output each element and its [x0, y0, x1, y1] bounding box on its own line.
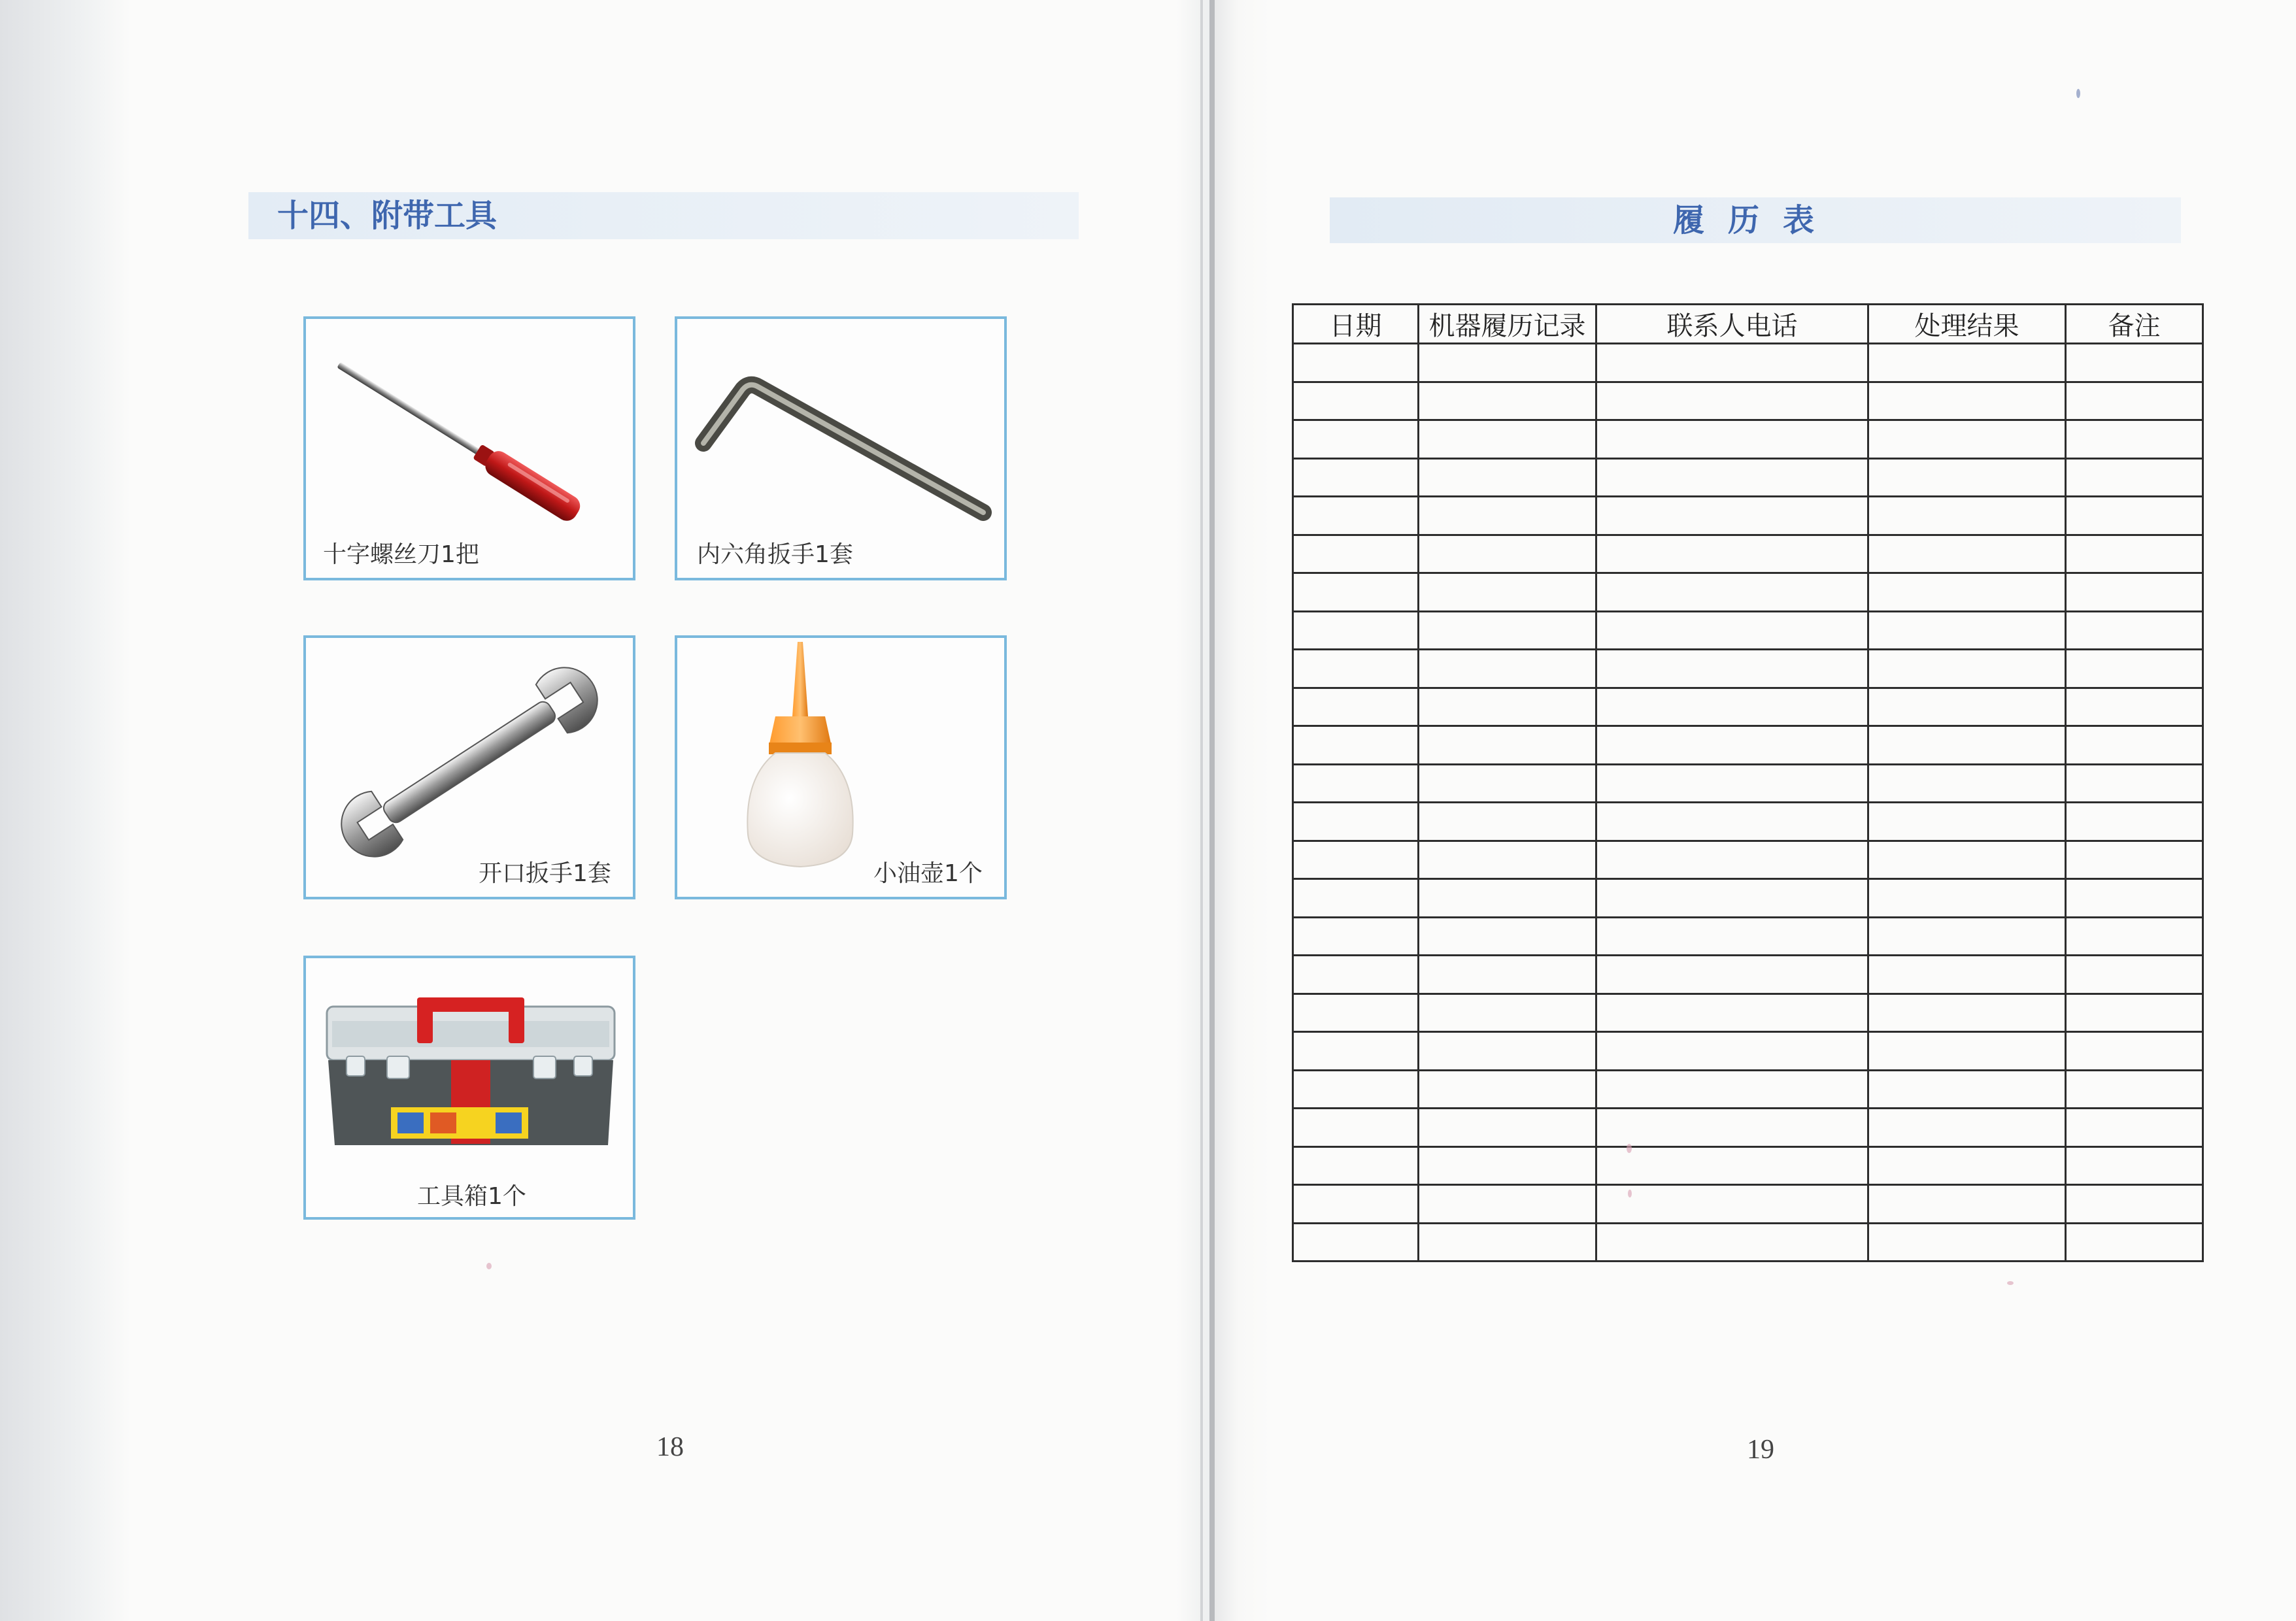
table-cell — [1293, 420, 1419, 459]
table-cell — [1419, 420, 1596, 459]
table-cell — [1419, 841, 1596, 879]
table-cell — [2066, 344, 2203, 382]
table-row — [1293, 803, 2203, 841]
column-header-result: 处理结果 — [1868, 305, 2066, 344]
table-cell — [1293, 841, 1419, 879]
table-cell — [1293, 344, 1419, 382]
table-cell — [1293, 803, 1419, 841]
table-body — [1293, 344, 2203, 1262]
table-cell — [1293, 1070, 1419, 1109]
table-cell — [1419, 956, 1596, 994]
tool-label: 十字螺丝刀1把 — [323, 541, 479, 568]
table-cell — [2066, 650, 2203, 688]
table-row — [1293, 1109, 2203, 1147]
table-row — [1293, 841, 2203, 879]
table-cell — [1596, 535, 1868, 573]
table-cell — [1419, 1109, 1596, 1147]
table-cell — [1419, 535, 1596, 573]
tool-card-toolbox — [303, 956, 635, 1220]
table-cell — [1293, 994, 1419, 1032]
table-cell — [1868, 841, 2066, 879]
table-cell — [1868, 879, 2066, 918]
scan-speck — [2007, 1281, 2014, 1285]
table-cell — [1596, 688, 1868, 726]
table-cell — [1419, 1223, 1596, 1262]
table-cell — [1868, 1185, 2066, 1224]
table-cell — [1293, 726, 1419, 765]
table-row — [1293, 879, 2203, 918]
table-cell — [1868, 1223, 2066, 1262]
table-cell — [1868, 1146, 2066, 1185]
table-cell — [1868, 611, 2066, 650]
table-cell — [1868, 1109, 2066, 1147]
table-cell — [1419, 497, 1596, 535]
table-cell — [1868, 688, 2066, 726]
table-cell — [2066, 1146, 2203, 1185]
table-cell — [2066, 611, 2203, 650]
table-cell — [1868, 764, 2066, 803]
table-cell — [1293, 535, 1419, 573]
table-cell — [1596, 879, 1868, 918]
table-cell — [1293, 1146, 1419, 1185]
table-cell — [1419, 917, 1596, 956]
table-row — [1293, 688, 2203, 726]
table-cell — [1596, 1146, 1868, 1185]
table-cell — [2066, 382, 2203, 420]
table-cell — [1596, 956, 1868, 994]
table-row — [1293, 497, 2203, 535]
scan-speck — [486, 1263, 492, 1269]
table-cell — [1293, 1032, 1419, 1071]
table-cell — [1293, 611, 1419, 650]
table-cell — [1596, 382, 1868, 420]
table-cell — [1293, 497, 1419, 535]
table-cell — [1293, 1109, 1419, 1147]
table-cell — [1419, 458, 1596, 497]
table-cell — [1419, 611, 1596, 650]
column-header-date: 日期 — [1293, 305, 1419, 344]
table-cell — [1419, 726, 1596, 765]
table-cell — [2066, 1032, 2203, 1071]
table-cell — [1293, 458, 1419, 497]
table-row — [1293, 994, 2203, 1032]
table-cell — [1868, 956, 2066, 994]
table-cell — [2066, 764, 2203, 803]
table-header-row — [1293, 305, 2203, 344]
table-row — [1293, 1223, 2203, 1262]
table-row — [1293, 611, 2203, 650]
table-cell — [1419, 803, 1596, 841]
table-cell — [2066, 535, 2203, 573]
tool-card-open-wrench — [303, 635, 635, 899]
table-cell — [2066, 956, 2203, 994]
table-cell — [2066, 1185, 2203, 1224]
table-cell — [2066, 1223, 2203, 1262]
table-row — [1293, 726, 2203, 765]
table-cell — [1868, 382, 2066, 420]
table-title: 履历表 — [1672, 202, 1838, 239]
table-cell — [1293, 573, 1419, 612]
table-row — [1293, 1070, 2203, 1109]
table-cell — [1868, 458, 2066, 497]
column-header-remarks: 备注 — [2066, 305, 2203, 344]
table-cell — [2066, 420, 2203, 459]
table-row — [1293, 764, 2203, 803]
table-cell — [1293, 382, 1419, 420]
spine — [1209, 0, 1215, 1621]
tool-label: 工具箱1个 — [417, 1183, 526, 1210]
tool-label: 内六角扳手1套 — [697, 541, 853, 568]
table-cell — [1868, 344, 2066, 382]
column-header-contact-phone: 联系人电话 — [1596, 305, 1868, 344]
table-cell — [2066, 497, 2203, 535]
table-cell — [1293, 650, 1419, 688]
table-cell — [2066, 1070, 2203, 1109]
table-cell — [1868, 420, 2066, 459]
tool-card-oil-can — [675, 635, 1007, 899]
table-cell — [2066, 803, 2203, 841]
table-cell — [2066, 1109, 2203, 1147]
table-cell — [1419, 382, 1596, 420]
table-cell — [1868, 650, 2066, 688]
table-cell — [1293, 1185, 1419, 1224]
table-cell — [1596, 1109, 1868, 1147]
table-cell — [2066, 458, 2203, 497]
table-cell — [1293, 917, 1419, 956]
section-title: 十四、附带工具 — [277, 197, 498, 234]
table-cell — [1419, 879, 1596, 918]
table-cell — [1596, 497, 1868, 535]
table-cell — [1596, 1185, 1868, 1224]
table-cell — [2066, 573, 2203, 612]
table-cell — [1419, 688, 1596, 726]
table-cell — [1596, 458, 1868, 497]
table-cell — [2066, 879, 2203, 918]
table-cell — [2066, 994, 2203, 1032]
table-cell — [1596, 344, 1868, 382]
table-cell — [1868, 573, 2066, 612]
table-row — [1293, 573, 2203, 612]
tool-label: 开口扳手1套 — [479, 860, 611, 887]
table-row — [1293, 1146, 2203, 1185]
table-cell — [1596, 917, 1868, 956]
table-row — [1293, 956, 2203, 994]
table-cell — [1293, 688, 1419, 726]
tool-card-screwdriver — [303, 316, 635, 580]
table-cell — [1596, 1032, 1868, 1071]
table-row — [1293, 458, 2203, 497]
table-cell — [1868, 535, 2066, 573]
table-cell — [1419, 764, 1596, 803]
table-cell — [1419, 573, 1596, 612]
history-table — [1292, 303, 2204, 1262]
table-cell — [1868, 917, 2066, 956]
table-cell — [1596, 803, 1868, 841]
table-cell — [1596, 573, 1868, 612]
table-cell — [1419, 344, 1596, 382]
table-cell — [1596, 420, 1868, 459]
scan-speck — [1628, 1190, 1632, 1197]
table-cell — [1868, 726, 2066, 765]
table-row — [1293, 344, 2203, 382]
page-number-right: 19 — [1747, 1435, 1774, 1465]
table-row — [1293, 1185, 2203, 1224]
table-cell — [1293, 956, 1419, 994]
scan-speck — [2076, 89, 2080, 98]
table-cell — [1596, 994, 1868, 1032]
table-cell — [1596, 1070, 1868, 1109]
table-cell — [1293, 1223, 1419, 1262]
table-cell — [1419, 1185, 1596, 1224]
table-cell — [1596, 1223, 1868, 1262]
table-cell — [1419, 1070, 1596, 1109]
table-cell — [1596, 841, 1868, 879]
table-cell — [2066, 841, 2203, 879]
table-cell — [1868, 497, 2066, 535]
table-cell — [1419, 1146, 1596, 1185]
table-cell — [1293, 764, 1419, 803]
table-row — [1293, 420, 2203, 459]
table-cell — [1419, 650, 1596, 688]
table-cell — [1596, 650, 1868, 688]
table-cell — [1596, 764, 1868, 803]
table-cell — [1419, 994, 1596, 1032]
table-row — [1293, 382, 2203, 420]
tool-label: 小油壶1个 — [873, 860, 983, 887]
table-row — [1293, 917, 2203, 956]
tool-card-hex-key — [675, 316, 1007, 580]
table-cell — [1596, 611, 1868, 650]
table-row — [1293, 535, 2203, 573]
table-row — [1293, 650, 2203, 688]
table-cell — [2066, 688, 2203, 726]
table-cell — [2066, 726, 2203, 765]
table-cell — [2066, 917, 2203, 956]
table-cell — [1596, 726, 1868, 765]
table-cell — [1293, 879, 1419, 918]
table-cell — [1868, 1070, 2066, 1109]
table-cell — [1419, 1032, 1596, 1071]
table-row — [1293, 1032, 2203, 1071]
page-number-left: 18 — [656, 1432, 684, 1462]
table-cell — [1868, 803, 2066, 841]
column-header-machine-record: 机器履历记录 — [1419, 305, 1596, 344]
spine-shadow — [1200, 0, 1203, 1621]
table-cell — [1868, 994, 2066, 1032]
scan-speck — [1627, 1144, 1632, 1153]
table-cell — [1868, 1032, 2066, 1071]
